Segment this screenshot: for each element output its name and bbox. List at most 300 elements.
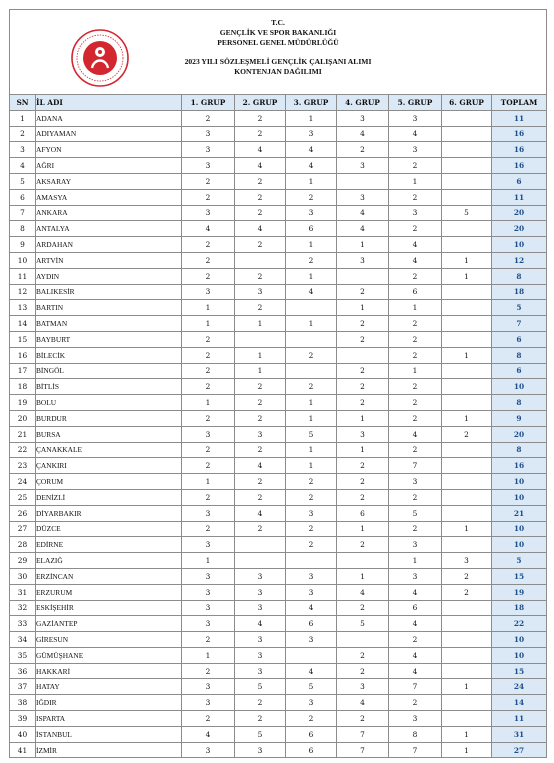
row-grup-5: 1 <box>389 300 442 316</box>
row-grup-1: 3 <box>182 679 235 695</box>
row-grup-1: 2 <box>182 458 235 474</box>
column-header-grup-3: 3. GRUP <box>286 95 337 111</box>
table-row <box>10 237 547 253</box>
row-grup-3: 2 <box>286 521 337 537</box>
row-sn: 26 <box>10 505 36 521</box>
row-sn: 11 <box>10 268 36 284</box>
row-grup-3: 1 <box>286 173 337 189</box>
row-sn: 12 <box>10 284 36 300</box>
row-grup-1: 1 <box>182 316 235 332</box>
row-grup-6 <box>442 458 492 474</box>
row-grup-4: 4 <box>337 695 389 711</box>
row-sn: 37 <box>10 679 36 695</box>
row-toplam: 10 <box>492 237 547 253</box>
row-il-adi: ERZURUM <box>36 584 182 600</box>
row-il-adi: ESKİŞEHİR <box>36 600 182 616</box>
row-toplam: 10 <box>492 379 547 395</box>
row-sn: 33 <box>10 616 36 632</box>
row-il-adi: BALIKESİR <box>36 284 182 300</box>
row-grup-6 <box>442 711 492 727</box>
row-il-adi: DÜZCE <box>36 521 182 537</box>
row-grup-1: 3 <box>182 742 235 758</box>
row-il-adi: GAZİANTEP <box>36 616 182 632</box>
row-sn: 7 <box>10 205 36 221</box>
row-grup-4: 2 <box>337 647 389 663</box>
row-grup-5: 6 <box>389 600 442 616</box>
row-sn: 34 <box>10 632 36 648</box>
column-header-grup-4: 4. GRUP <box>337 95 389 111</box>
row-grup-3 <box>286 553 337 569</box>
row-toplam: 10 <box>492 632 547 648</box>
row-grup-6 <box>442 142 492 158</box>
row-grup-2: 3 <box>235 568 286 584</box>
row-grup-3: 6 <box>286 616 337 632</box>
row-toplam: 5 <box>492 300 547 316</box>
column-header-grup-6: 6. GRUP <box>442 95 492 111</box>
row-grup-6 <box>442 537 492 553</box>
row-grup-5: 3 <box>389 110 442 126</box>
row-grup-1: 2 <box>182 632 235 648</box>
row-grup-4: 2 <box>337 600 389 616</box>
row-il-adi: ADANA <box>36 110 182 126</box>
row-grup-1: 3 <box>182 126 235 142</box>
row-toplam: 31 <box>492 726 547 742</box>
row-grup-2: 2 <box>235 110 286 126</box>
row-grup-1: 2 <box>182 663 235 679</box>
table-row <box>10 142 547 158</box>
table-body <box>10 110 547 758</box>
row-grup-2: 2 <box>235 268 286 284</box>
row-grup-6 <box>442 695 492 711</box>
row-grup-2: 4 <box>235 221 286 237</box>
row-grup-4: 7 <box>337 742 389 758</box>
row-il-adi: ÇANKIRI <box>36 458 182 474</box>
row-grup-3: 2 <box>286 711 337 727</box>
column-header-il-adi: İL ADI <box>36 95 182 111</box>
row-grup-5: 8 <box>389 726 442 742</box>
row-grup-6 <box>442 489 492 505</box>
row-grup-4: 3 <box>337 426 389 442</box>
row-grup-1: 3 <box>182 537 235 553</box>
row-sn: 39 <box>10 711 36 727</box>
row-sn: 1 <box>10 110 36 126</box>
row-grup-2: 2 <box>235 442 286 458</box>
row-toplam: 7 <box>492 316 547 332</box>
row-grup-6: 3 <box>442 553 492 569</box>
table-row <box>10 363 547 379</box>
row-grup-1: 3 <box>182 600 235 616</box>
row-toplam: 27 <box>492 742 547 758</box>
row-grup-1: 2 <box>182 347 235 363</box>
table-row <box>10 110 547 126</box>
row-grup-3: 2 <box>286 537 337 553</box>
row-toplam: 16 <box>492 458 547 474</box>
row-grup-6 <box>442 379 492 395</box>
row-toplam: 11 <box>492 189 547 205</box>
row-il-adi: BİLECİK <box>36 347 182 363</box>
column-header-sn: SN <box>10 95 36 111</box>
row-grup-5: 6 <box>389 284 442 300</box>
row-grup-3: 3 <box>286 632 337 648</box>
row-il-adi: EDİRNE <box>36 537 182 553</box>
row-grup-5: 3 <box>389 205 442 221</box>
row-il-adi: DENİZLİ <box>36 489 182 505</box>
row-grup-4: 2 <box>337 316 389 332</box>
row-grup-2: 2 <box>235 205 286 221</box>
row-grup-4: 6 <box>337 505 389 521</box>
row-il-adi: BARTIN <box>36 300 182 316</box>
row-il-adi: ARTVİN <box>36 252 182 268</box>
row-grup-1: 1 <box>182 474 235 490</box>
row-grup-2: 4 <box>235 458 286 474</box>
row-grup-2: 2 <box>235 711 286 727</box>
row-sn: 27 <box>10 521 36 537</box>
row-sn: 8 <box>10 221 36 237</box>
row-sn: 30 <box>10 568 36 584</box>
row-grup-5: 2 <box>389 395 442 411</box>
row-grup-2 <box>235 252 286 268</box>
row-grup-4: 3 <box>337 189 389 205</box>
row-grup-3: 1 <box>286 442 337 458</box>
row-grup-5: 1 <box>389 553 442 569</box>
table-row <box>10 474 547 490</box>
row-grup-3 <box>286 363 337 379</box>
row-il-adi: ADIYAMAN <box>36 126 182 142</box>
row-grup-5: 2 <box>389 442 442 458</box>
row-sn: 23 <box>10 458 36 474</box>
row-grup-2: 3 <box>235 584 286 600</box>
row-grup-5: 3 <box>389 711 442 727</box>
row-grup-6: 2 <box>442 426 492 442</box>
row-il-adi: BOLU <box>36 395 182 411</box>
row-il-adi: ISPARTA <box>36 711 182 727</box>
row-grup-5: 3 <box>389 568 442 584</box>
row-grup-5: 1 <box>389 173 442 189</box>
row-grup-3 <box>286 647 337 663</box>
table-row <box>10 616 547 632</box>
table-row <box>10 663 547 679</box>
row-toplam: 5 <box>492 553 547 569</box>
row-grup-4: 3 <box>337 110 389 126</box>
row-grup-3: 5 <box>286 426 337 442</box>
row-grup-3: 4 <box>286 142 337 158</box>
row-il-adi: BURDUR <box>36 410 182 426</box>
row-grup-4: 2 <box>337 395 389 411</box>
row-grup-6: 1 <box>442 410 492 426</box>
row-toplam: 16 <box>492 142 547 158</box>
row-grup-6 <box>442 600 492 616</box>
table-row <box>10 173 547 189</box>
row-grup-2: 3 <box>235 647 286 663</box>
row-il-adi: ERZİNCAN <box>36 568 182 584</box>
row-grup-4: 1 <box>337 521 389 537</box>
row-grup-6: 1 <box>442 742 492 758</box>
row-grup-6 <box>442 221 492 237</box>
row-sn: 15 <box>10 331 36 347</box>
table-row <box>10 553 547 569</box>
table-row <box>10 395 547 411</box>
row-grup-6: 2 <box>442 584 492 600</box>
row-grup-2: 4 <box>235 158 286 174</box>
row-grup-5: 2 <box>389 521 442 537</box>
row-sn: 4 <box>10 158 36 174</box>
row-grup-6 <box>442 632 492 648</box>
table-row <box>10 268 547 284</box>
row-grup-5: 1 <box>389 363 442 379</box>
row-sn: 41 <box>10 742 36 758</box>
row-grup-1: 1 <box>182 395 235 411</box>
row-grup-3: 4 <box>286 158 337 174</box>
row-grup-6: 1 <box>442 726 492 742</box>
row-toplam: 10 <box>492 474 547 490</box>
row-toplam: 21 <box>492 505 547 521</box>
row-grup-4: 4 <box>337 126 389 142</box>
row-grup-5: 4 <box>389 426 442 442</box>
row-grup-5: 2 <box>389 489 442 505</box>
row-sn: 19 <box>10 395 36 411</box>
row-il-adi: DİYARBAKIR <box>36 505 182 521</box>
row-grup-1: 2 <box>182 442 235 458</box>
row-grup-6 <box>442 663 492 679</box>
row-grup-1: 2 <box>182 521 235 537</box>
row-il-adi: ANTALYA <box>36 221 182 237</box>
row-sn: 5 <box>10 173 36 189</box>
row-grup-6 <box>442 505 492 521</box>
row-grup-4: 2 <box>337 537 389 553</box>
row-il-adi: ÇANAKKALE <box>36 442 182 458</box>
row-grup-1: 2 <box>182 331 235 347</box>
row-grup-4: 2 <box>337 458 389 474</box>
row-sn: 21 <box>10 426 36 442</box>
row-grup-3: 3 <box>286 205 337 221</box>
row-grup-2 <box>235 553 286 569</box>
row-grup-5: 2 <box>389 347 442 363</box>
row-toplam: 19 <box>492 584 547 600</box>
table-row <box>10 505 547 521</box>
header-line-5: KONTENJAN DAĞILIMI <box>234 67 322 76</box>
row-grup-1: 3 <box>182 505 235 521</box>
row-toplam: 10 <box>492 647 547 663</box>
row-grup-2: 4 <box>235 142 286 158</box>
row-sn: 36 <box>10 663 36 679</box>
row-grup-4: 4 <box>337 221 389 237</box>
row-grup-6 <box>442 647 492 663</box>
row-grup-5: 4 <box>389 584 442 600</box>
row-grup-4: 7 <box>337 726 389 742</box>
header-line-3: PERSONEL GENEL MÜDÜRLÜĞÜ <box>217 38 339 47</box>
row-grup-1: 3 <box>182 426 235 442</box>
row-grup-5: 4 <box>389 616 442 632</box>
table-row <box>10 521 547 537</box>
row-il-adi: BİTLİS <box>36 379 182 395</box>
row-grup-6 <box>442 442 492 458</box>
row-grup-2: 5 <box>235 679 286 695</box>
row-sn: 10 <box>10 252 36 268</box>
quota-table <box>9 9 547 758</box>
row-grup-3: 1 <box>286 316 337 332</box>
row-grup-4: 3 <box>337 679 389 695</box>
row-toplam: 8 <box>492 442 547 458</box>
row-toplam: 6 <box>492 331 547 347</box>
row-grup-3: 3 <box>286 584 337 600</box>
row-grup-1: 2 <box>182 252 235 268</box>
row-grup-4: 2 <box>337 363 389 379</box>
row-grup-5: 7 <box>389 742 442 758</box>
row-grup-3: 4 <box>286 663 337 679</box>
row-grup-3: 6 <box>286 221 337 237</box>
row-sn: 20 <box>10 410 36 426</box>
row-sn: 9 <box>10 237 36 253</box>
row-grup-4: 1 <box>337 237 389 253</box>
row-toplam: 24 <box>492 679 547 695</box>
row-grup-4: 2 <box>337 331 389 347</box>
row-grup-6 <box>442 158 492 174</box>
table-row <box>10 347 547 363</box>
row-toplam: 18 <box>492 600 547 616</box>
row-toplam: 8 <box>492 268 547 284</box>
row-grup-5: 4 <box>389 663 442 679</box>
table-row <box>10 252 547 268</box>
row-grup-6: 1 <box>442 679 492 695</box>
row-grup-3 <box>286 300 337 316</box>
row-grup-6 <box>442 474 492 490</box>
row-toplam: 9 <box>492 410 547 426</box>
row-grup-2 <box>235 537 286 553</box>
table-row <box>10 221 547 237</box>
row-il-adi: AFYON <box>36 142 182 158</box>
row-grup-3: 2 <box>286 379 337 395</box>
row-toplam: 16 <box>492 126 547 142</box>
row-grup-4 <box>337 268 389 284</box>
column-header-row <box>10 95 547 111</box>
row-sn: 29 <box>10 553 36 569</box>
row-sn: 32 <box>10 600 36 616</box>
row-grup-6: 1 <box>442 521 492 537</box>
row-grup-6: 5 <box>442 205 492 221</box>
row-grup-4 <box>337 347 389 363</box>
row-grup-3: 1 <box>286 410 337 426</box>
row-grup-6 <box>442 363 492 379</box>
row-grup-1: 2 <box>182 379 235 395</box>
table-row <box>10 158 547 174</box>
row-il-adi: HAKKARİ <box>36 663 182 679</box>
row-toplam: 22 <box>492 616 547 632</box>
table-row <box>10 316 547 332</box>
row-grup-2: 3 <box>235 426 286 442</box>
row-grup-6 <box>442 126 492 142</box>
row-sn: 13 <box>10 300 36 316</box>
row-grup-4: 1 <box>337 442 389 458</box>
row-grup-5: 5 <box>389 505 442 521</box>
row-grup-4: 2 <box>337 663 389 679</box>
row-grup-6 <box>442 189 492 205</box>
row-sn: 35 <box>10 647 36 663</box>
row-grup-1: 2 <box>182 489 235 505</box>
row-grup-4 <box>337 553 389 569</box>
row-grup-5: 3 <box>389 142 442 158</box>
row-grup-2: 2 <box>235 395 286 411</box>
table-row <box>10 679 547 695</box>
row-sn: 40 <box>10 726 36 742</box>
row-grup-1: 3 <box>182 616 235 632</box>
row-il-adi: GÜMÜŞHANE <box>36 647 182 663</box>
row-grup-5: 2 <box>389 410 442 426</box>
row-grup-6: 1 <box>442 252 492 268</box>
row-sn: 16 <box>10 347 36 363</box>
row-grup-3: 1 <box>286 268 337 284</box>
row-grup-4: 1 <box>337 300 389 316</box>
table-row <box>10 647 547 663</box>
row-il-adi: AMASYA <box>36 189 182 205</box>
row-il-adi: ARDAHAN <box>36 237 182 253</box>
row-grup-1: 2 <box>182 173 235 189</box>
row-grup-1: 3 <box>182 695 235 711</box>
row-toplam: 6 <box>492 363 547 379</box>
row-grup-1: 2 <box>182 189 235 205</box>
row-grup-4: 3 <box>337 252 389 268</box>
row-toplam: 15 <box>492 568 547 584</box>
row-grup-4: 2 <box>337 142 389 158</box>
row-grup-2: 4 <box>235 505 286 521</box>
column-header-grup-5: 5. GRUP <box>389 95 442 111</box>
row-il-adi: İZMİR <box>36 742 182 758</box>
column-header-grup-2: 2. GRUP <box>235 95 286 111</box>
row-grup-4: 2 <box>337 489 389 505</box>
table-row <box>10 300 547 316</box>
row-grup-6 <box>442 173 492 189</box>
row-sn: 25 <box>10 489 36 505</box>
row-grup-1: 3 <box>182 158 235 174</box>
row-il-adi: ANKARA <box>36 205 182 221</box>
row-toplam: 6 <box>492 173 547 189</box>
table-row <box>10 442 547 458</box>
document-header <box>10 10 547 95</box>
table-row <box>10 537 547 553</box>
table-row <box>10 568 547 584</box>
row-grup-1: 3 <box>182 568 235 584</box>
document-header-row <box>10 10 547 95</box>
row-grup-6: 2 <box>442 568 492 584</box>
row-grup-3: 2 <box>286 189 337 205</box>
row-il-adi: HATAY <box>36 679 182 695</box>
row-il-adi: ELAZIĞ <box>36 553 182 569</box>
row-toplam: 8 <box>492 347 547 363</box>
row-grup-3: 1 <box>286 458 337 474</box>
row-grup-1: 2 <box>182 110 235 126</box>
row-grup-3: 5 <box>286 679 337 695</box>
row-il-adi: GİRESUN <box>36 632 182 648</box>
row-grup-2: 2 <box>235 300 286 316</box>
row-grup-2: 3 <box>235 663 286 679</box>
row-grup-5: 4 <box>389 126 442 142</box>
row-toplam: 20 <box>492 205 547 221</box>
row-grup-6 <box>442 110 492 126</box>
table-row <box>10 742 547 758</box>
row-grup-2: 2 <box>235 189 286 205</box>
row-grup-6 <box>442 316 492 332</box>
row-sn: 14 <box>10 316 36 332</box>
table-row <box>10 489 547 505</box>
row-sn: 28 <box>10 537 36 553</box>
row-il-adi: IĞDIR <box>36 695 182 711</box>
title-block <box>10 18 546 77</box>
row-grup-3: 2 <box>286 347 337 363</box>
row-sn: 6 <box>10 189 36 205</box>
row-grup-4: 1 <box>337 410 389 426</box>
row-grup-3: 1 <box>286 110 337 126</box>
row-grup-3: 1 <box>286 237 337 253</box>
row-grup-6 <box>442 284 492 300</box>
